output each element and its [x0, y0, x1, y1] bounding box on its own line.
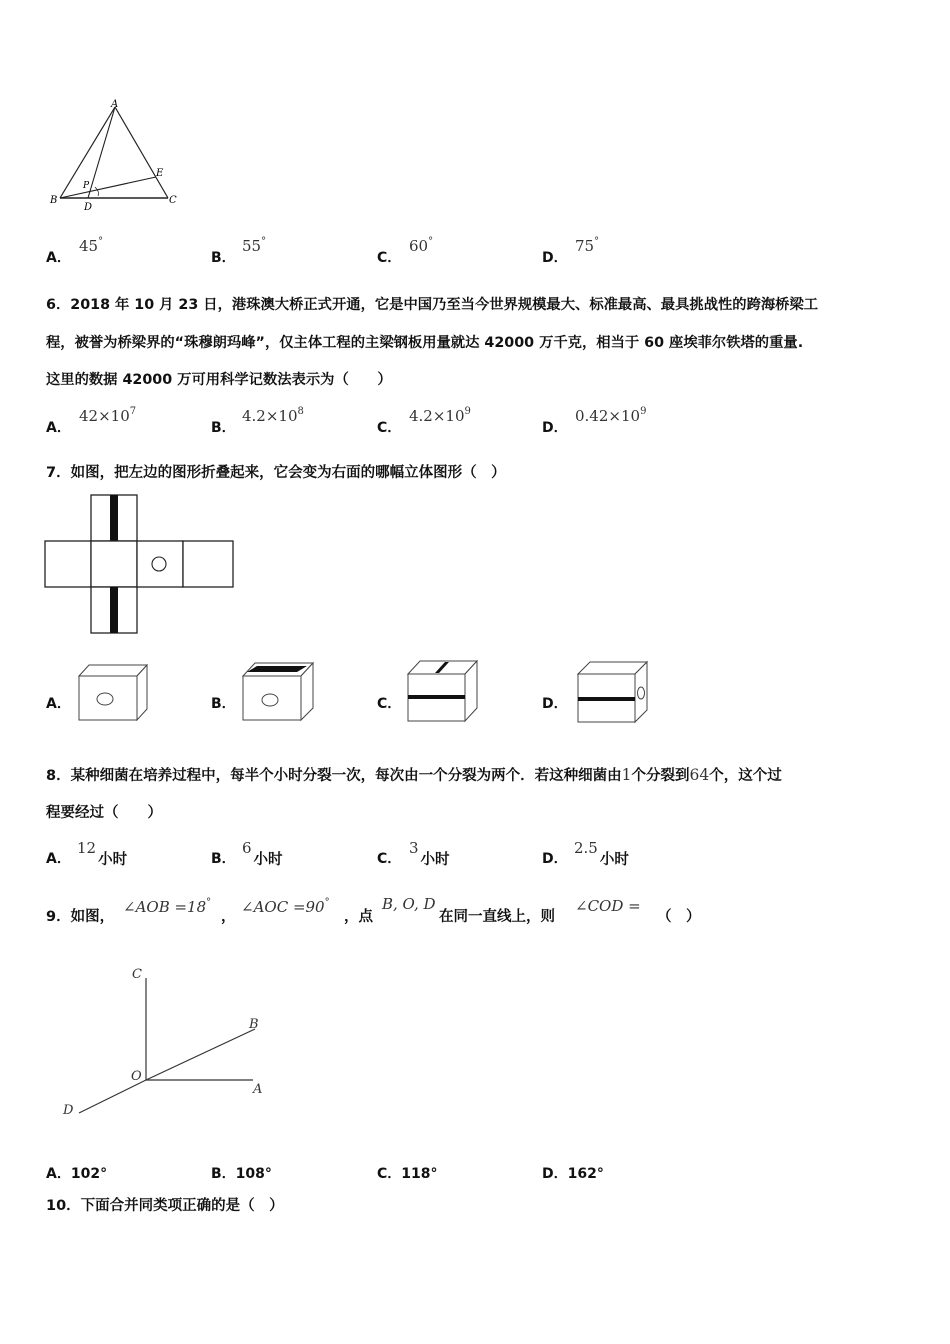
q9-points: B, O, D: [382, 895, 436, 913]
q5-label-c: C: [169, 195, 177, 206]
q9-label-c: C: [132, 967, 142, 982]
q8-option-b[interactable]: B．: [211, 851, 236, 867]
q8-option-d-value: 2.5小时: [574, 839, 629, 868]
q6-option-b-value: $4.2\times 10^8$: [242, 406, 304, 425]
q5-option-c-value: 60°: [409, 236, 434, 255]
q8-option-c[interactable]: C．: [377, 851, 402, 867]
q8-option-c-value: 3小时: [409, 839, 450, 868]
q9-expr-aob: ∠AOB =18°: [123, 897, 212, 916]
q6-option-d[interactable]: D．: [542, 420, 568, 436]
q5-option-a[interactable]: A．: [46, 250, 71, 266]
q7-option-a[interactable]: A．: [46, 696, 71, 712]
q7-option-b-cube: [241, 660, 317, 722]
q9-comma-1: ，: [221, 909, 236, 925]
q6-option-a[interactable]: A．: [46, 420, 71, 436]
q8-option-a-value: 12小时: [77, 839, 128, 868]
q6-stem-line3: 这里的数据 42000 万可用科学记数法表示为（ ）: [46, 372, 392, 388]
q5-option-b[interactable]: B．: [211, 250, 236, 266]
q5-option-d-value: 75°: [575, 236, 600, 255]
q9-dian: ，点: [344, 909, 373, 925]
q6-stem-line2: 程，被誉为桥梁界的“珠穆朗玛峰”，仅主体工程的主梁钢板用量就达 42000 万千克，相当于 60 座埃菲尔铁塔的重量.: [46, 335, 804, 351]
q9-stem-tail: （ ）: [657, 909, 701, 925]
q9-angle-figure: [55, 960, 275, 1125]
q8-option-b-value: 6小时: [242, 839, 283, 868]
q9-stem-mid: 在同一直线上，则: [439, 909, 555, 925]
q10-stem: 10．下面合并同类项正确的是（ ）: [46, 1198, 284, 1214]
q6-option-b[interactable]: B．: [211, 420, 236, 436]
q5-option-c[interactable]: C．: [377, 250, 402, 266]
q9-stem-prefix: 9．如图，: [46, 909, 115, 925]
q7-cube-net-figure: [44, 494, 236, 636]
q8-stem-line2: 程要经过（ ）: [46, 805, 162, 821]
q7-option-d-cube: [575, 660, 651, 724]
q5-label-e: E: [156, 168, 164, 179]
q9-label-b: B: [249, 1017, 259, 1032]
q7-stem: 7．如图，把左边的图形折叠起来，它会变为右面的哪幅立体图形（ ）: [46, 465, 506, 481]
q8-option-a[interactable]: A．: [46, 851, 71, 867]
q8-stem-line1: 8．某种细菌在培养过程中，每半个小时分裂一次，每次由一个分裂为两个．若这种细菌由1个分裂到64个，这个过: [46, 766, 782, 784]
q9-option-a[interactable]: A．102°: [46, 1166, 108, 1182]
q9-expr-cod: ∠COD =: [575, 897, 641, 915]
q7-option-c[interactable]: C．: [377, 696, 402, 712]
q5-label-d: D: [84, 202, 93, 213]
q5-option-d[interactable]: D．: [542, 250, 568, 266]
q9-label-a: A: [253, 1082, 263, 1097]
q9-label-d: D: [63, 1103, 74, 1118]
q9-expr-aoc: ∠AOC =90°: [241, 897, 330, 916]
q5-label-b: B: [50, 195, 58, 206]
q6-option-a-value: $42\times 10^7$: [79, 406, 137, 425]
q6-stem-line1: 6．2018 年 10 月 23 日，港珠澳大桥正式开通，它是中国乃至当今世界规模最大、标准最高、最具挑战性的跨海桥梁工: [46, 297, 819, 313]
q6-option-c-value: $4.2\times 10^9$: [409, 406, 471, 425]
q9-label-o: O: [131, 1069, 142, 1084]
q6-option-c[interactable]: C．: [377, 420, 402, 436]
q7-option-b[interactable]: B．: [211, 696, 236, 712]
q7-option-a-cube: [77, 662, 151, 722]
q7-option-c-cube: [405, 658, 481, 724]
q8-option-d[interactable]: D．: [542, 851, 568, 867]
q6-option-d-value: $0.42\times 10^9$: [575, 406, 647, 425]
q9-option-d[interactable]: D．162°: [542, 1166, 604, 1182]
q9-option-b[interactable]: B．108°: [211, 1166, 272, 1182]
q7-option-d[interactable]: D．: [542, 696, 568, 712]
q5-label-a: A: [111, 99, 119, 110]
q5-triangle-figure: [45, 95, 185, 215]
q9-option-c[interactable]: C．118°: [377, 1166, 438, 1182]
q5-option-b-value: 55°: [242, 236, 267, 255]
q5-option-a-value: 45°: [79, 236, 104, 255]
q5-label-p: P: [83, 181, 90, 191]
